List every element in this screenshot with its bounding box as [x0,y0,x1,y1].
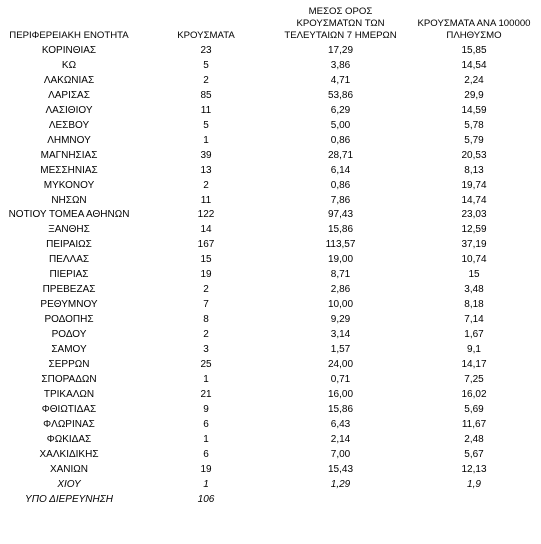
cell-avg7: 24,00 [327,359,354,371]
cell-cases: 39 [200,149,212,161]
cell-region: ΛΗΜΝΟΥ [47,134,91,146]
cell-per100k: 10,74 [461,254,487,266]
table-row [0,403,541,418]
header-per100k [407,6,541,44]
cell-avg7: 9,29 [330,314,351,326]
cell-region: ΤΡΙΚΑΛΩΝ [43,388,95,400]
cell-cases: 14 [200,224,212,236]
cell-cases: 6 [203,418,209,430]
cell-avg7: 8,71 [330,269,351,281]
cell-avg7: 7,86 [330,194,351,206]
header-row [0,6,541,44]
cell-cases: 11 [200,104,212,116]
cell-cases: 21 [200,388,212,400]
cell-avg7: 28,71 [327,149,354,161]
cell-avg7: 3,86 [330,59,351,71]
cell-region: ΥΠΟ ΔΙΕΡΕΥΝΗΣΗ [25,493,113,505]
cell-cases: 8 [203,314,209,326]
cell-cases: 13 [200,164,212,176]
table-row [0,358,541,373]
cell-cases: 5 [203,119,209,131]
cell-region: ΛΑΡΙΣΑΣ [48,89,90,101]
table-row [0,343,541,358]
table-row [0,44,541,59]
cell-region: ΠΙΕΡΙΑΣ [49,269,89,281]
table-row [0,418,541,433]
cell-region: ΞΑΝΘΗΣ [48,224,90,236]
header-region [0,6,138,44]
cell-region: ΡΟΔΟΥ [51,329,87,341]
header-avg7-line2: ΚΡΟΥΣΜΑΤΩΝ ΤΩΝ [296,18,385,29]
cell-avg7: 97,43 [327,209,354,221]
cell-per100k [407,493,541,508]
cell-per100k: 5,69 [464,403,484,415]
cell-region: ΧΑΝΙΩΝ [49,463,89,475]
cell-region: ΝΗΣΩΝ [51,194,87,206]
cell-per100k: 14,74 [461,194,487,206]
cell-region: ΧΙΟΥ [57,478,81,490]
cell-avg7: 15,86 [327,224,354,236]
cell-avg7: 2,86 [330,284,351,296]
cell-per100k: 1,67 [464,329,484,341]
cell-avg7: 6,14 [330,164,351,176]
header-per100k-line2: ΠΛΗΘΥΣΜΟ [446,30,502,41]
cell-per100k: 16,02 [461,388,487,400]
cell-per100k: 14,59 [461,104,487,116]
cell-per100k: 12,13 [461,463,487,475]
cell-per100k: 12,59 [461,224,487,236]
cell-per100k: 7,25 [464,373,484,385]
table-row [0,223,541,238]
table-row [0,298,541,313]
cell-region: ΣΕΡΡΩΝ [48,359,90,371]
header-region-label: ΠΕΡΙΦΕΡΕΙΑΚΗ ΕΝΟΤΗΤΑ [9,30,129,41]
table-body [0,44,541,508]
cell-cases: 7 [203,299,209,311]
cell-cases: 1 [203,478,209,490]
cell-region: ΣΑΜΟΥ [51,344,87,356]
cell-avg7: 17,29 [327,45,354,56]
table-row [0,59,541,74]
cell-per100k: 15,85 [461,45,487,56]
table-header [0,6,541,44]
cell-cases: 1 [203,433,209,445]
cell-region: ΚΩ [61,59,77,71]
cell-avg7: 19,00 [327,254,354,266]
table-row [0,493,541,508]
cell-per100k: 14,17 [461,359,487,371]
cell-region: ΦΩΚΙΔΑΣ [46,433,92,445]
cell-cases: 2 [203,329,209,341]
table-row [0,448,541,463]
cell-cases: 23 [200,45,212,56]
cell-cases: 11 [200,194,212,206]
cell-region: ΝΟΤΙΟΥ ΤΟΜΕΑ ΑΘΗΝΩΝ [8,209,130,221]
table-row [0,478,541,493]
cell-per100k: 29,9 [464,89,484,101]
table-row [0,208,541,223]
cell-per100k: 7,14 [464,314,484,326]
cell-region: ΚΟΡΙΝΘΙΑΣ [41,45,97,56]
table-row [0,388,541,403]
cell-per100k: 5,78 [464,119,484,131]
cell-per100k: 3,48 [464,284,484,296]
cell-region: ΛΑΚΩΝΙΑΣ [43,74,95,86]
cell-per100k: 5,79 [464,134,484,146]
cell-region: ΣΠΟΡΑΔΩΝ [41,373,97,385]
cell-region: ΦΘΙΩΤΙΔΑΣ [41,403,97,415]
header-avg7-line1: ΜΕΣΟΣ ΟΡΟΣ [308,6,373,17]
cell-cases: 9 [203,403,209,415]
cell-avg7: 15,43 [327,463,354,475]
cell-cases: 2 [203,284,209,296]
cell-cases: 2 [203,74,209,86]
table-row [0,433,541,448]
cell-cases: 167 [197,239,215,251]
cell-per100k: 20,53 [461,149,487,161]
table-row [0,328,541,343]
table-row [0,373,541,388]
cell-per100k: 2,24 [464,74,484,86]
cell-avg7: 15,86 [327,403,354,415]
cell-cases: 15 [200,254,212,266]
table-row [0,283,541,298]
cell-region: ΜΥΚΟΝΟΥ [43,179,95,191]
cell-avg7: 53,86 [327,89,354,101]
cell-per100k: 1,9 [467,478,481,490]
cell-avg7: 16,00 [327,388,354,400]
cell-avg7: 5,00 [330,119,351,131]
cell-avg7: 0,86 [330,179,351,191]
cell-avg7: 0,86 [330,134,351,146]
cell-cases: 19 [200,269,212,281]
cell-region: ΠΡΕΒΕΖΑΣ [42,284,96,296]
cell-per100k: 15 [468,269,480,281]
cell-avg7: 0,71 [330,373,351,385]
cell-per100k: 11,67 [461,418,487,430]
table-row [0,104,541,119]
table-row [0,89,541,104]
cell-region: ΠΕΙΡΑΙΩΣ [46,239,92,251]
cell-per100k: 37,19 [461,239,487,251]
cell-avg7 [274,493,407,508]
cell-cases: 19 [200,463,212,475]
cell-per100k: 8,18 [464,299,484,311]
cell-per100k: 19,74 [461,179,487,191]
table-row [0,463,541,478]
cell-avg7: 1,57 [330,344,351,356]
cell-avg7: 6,29 [330,104,351,116]
cell-per100k: 2,48 [464,433,484,445]
header-per100k-line1: ΚΡΟΥΣΜΑΤΑ ΑΝΑ 100000 [417,18,531,29]
cell-cases: 5 [203,59,209,71]
cell-cases: 6 [203,448,209,460]
table-row [0,164,541,179]
cell-region: ΡΕΘΥΜΝΟΥ [40,299,98,311]
header-cases-label: ΚΡΟΥΣΜΑΤΑ [177,30,235,41]
cell-avg7: 1,29 [330,478,351,490]
cell-region: ΧΑΛΚΙΔΙΚΗΣ [39,448,99,460]
cell-avg7: 10,00 [327,299,354,311]
cell-per100k: 8,13 [464,164,484,176]
table-row [0,179,541,194]
cell-cases: 1 [203,373,209,385]
table-row [0,119,541,134]
cell-avg7: 113,57 [325,239,356,251]
table-row [0,74,541,89]
header-cases [138,6,274,44]
cell-avg7: 3,14 [330,329,351,341]
table-row [0,194,541,209]
cell-cases: 106 [197,493,215,505]
cell-cases: 1 [203,134,209,146]
cell-region: ΛΕΣΒΟΥ [48,119,90,131]
header-avg7 [274,6,407,44]
cell-region: ΦΛΩΡΙΝΑΣ [43,418,95,430]
table-row [0,134,541,149]
table-row [0,313,541,328]
cell-region: ΜΑΓΝΗΣΙΑΣ [40,149,98,161]
covid-cases-table [0,6,541,508]
cell-per100k: 23,03 [461,209,487,221]
cell-cases: 122 [197,209,215,221]
cell-region: ΜΕΣΣΗΝΙΑΣ [40,164,98,176]
cell-cases: 3 [203,344,209,356]
table-row [0,253,541,268]
cell-per100k: 14,54 [461,59,487,71]
cell-per100k: 5,67 [464,448,484,460]
cell-avg7: 6,43 [330,418,351,430]
cell-cases: 85 [200,89,212,101]
cell-region: ΡΟΔΟΠΗΣ [44,314,94,326]
table-row [0,268,541,283]
cell-avg7: 4,71 [330,74,351,86]
cell-avg7: 7,00 [330,448,351,460]
cell-region: ΛΑΣΙΘΙΟΥ [45,104,93,116]
table-row [0,238,541,253]
cell-per100k: 9,1 [467,344,481,356]
cell-cases: 25 [200,359,212,371]
header-avg7-line3: ΤΕΛΕΥΤΑΙΩΝ 7 ΗΜΕΡΩΝ [284,30,397,41]
table-row [0,149,541,164]
cell-cases: 2 [203,179,209,191]
cell-region: ΠΕΛΛΑΣ [48,254,90,266]
cell-avg7: 2,14 [330,433,351,445]
